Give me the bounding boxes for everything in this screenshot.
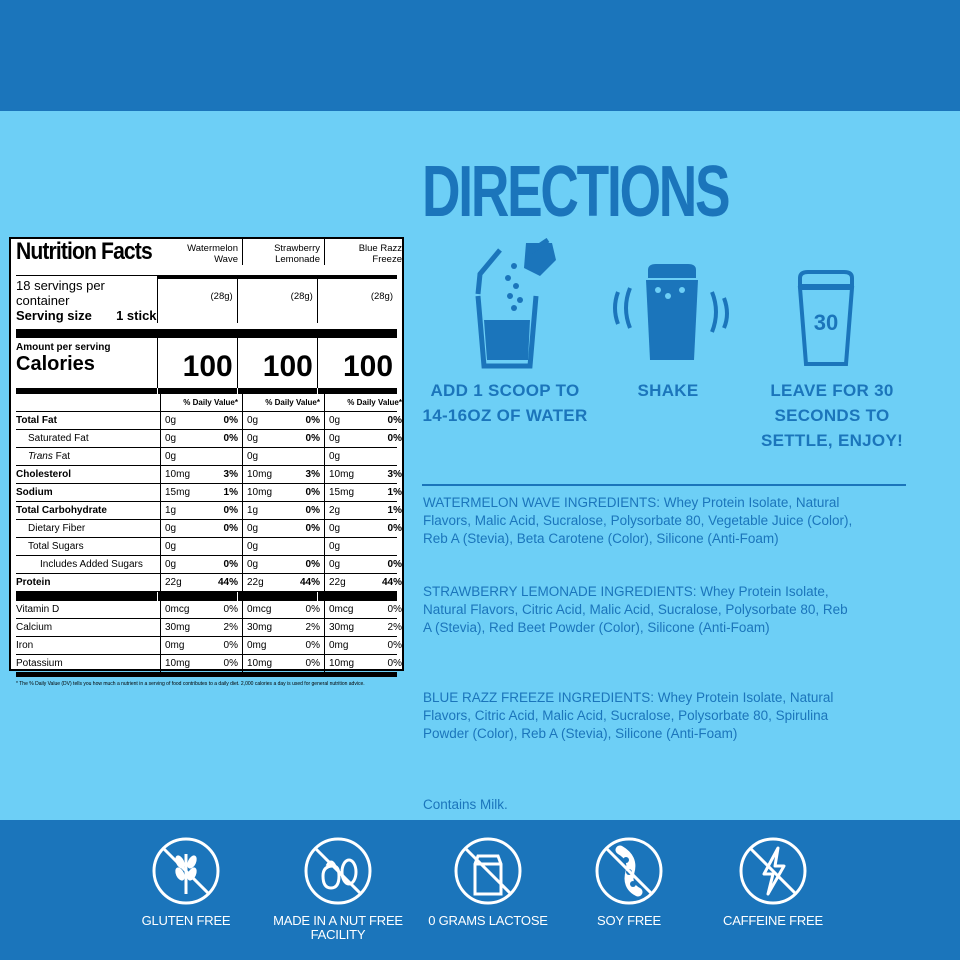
nutrient-daily-value: 0%	[223, 658, 238, 669]
nutrient-cell	[242, 655, 324, 673]
flavor-watermelon: Watermelon Wave	[187, 243, 238, 265]
nutrient-amount: 22g	[165, 577, 182, 588]
nutrient-amount: 10mg	[247, 469, 273, 480]
nutrient-cell	[242, 412, 324, 430]
divider-thick	[16, 329, 397, 338]
nutrient-daily-value: 0%	[305, 604, 320, 615]
flavor-strawberry: Strawberry Lemonade	[242, 239, 324, 265]
nutrient-cell	[242, 520, 324, 538]
serving-grams: (28g)	[290, 291, 313, 302]
nutrition-facts-title: Nutrition Facts	[16, 238, 152, 265]
nutrient-cell	[324, 412, 406, 430]
timer-number: 30	[813, 310, 839, 335]
nutrient-daily-value: 2%	[387, 622, 402, 633]
nutrient-cell	[160, 538, 242, 556]
nutrient-daily-value: 0%	[387, 559, 402, 570]
nutrient-amount: 0g	[165, 433, 177, 444]
nutrient-label: Trans Fat	[28, 451, 71, 462]
badge-soy-free	[559, 836, 699, 928]
nutrient-cell	[324, 430, 406, 448]
nut-crossed-icon	[303, 836, 373, 906]
wheat-crossed-icon	[151, 836, 221, 906]
nutrient-rows	[16, 412, 402, 592]
nutrient-daily-value: 1%	[387, 505, 402, 516]
nutrient-daily-value: 44%	[381, 577, 402, 588]
nutrient-daily-value: 0%	[305, 433, 320, 444]
nutrient-daily-value: 1%	[387, 487, 402, 498]
nutrient-cell	[242, 619, 324, 637]
badge-label: SOY FREE	[597, 913, 661, 928]
nutrient-label: Saturated Fat	[28, 433, 89, 444]
nutrient-row	[16, 448, 397, 466]
lightning-crossed-icon	[738, 836, 808, 906]
nutrient-daily-value: 0%	[305, 505, 320, 516]
nutrient-daily-value: 0%	[223, 640, 238, 651]
nutrient-amount: 10mg	[329, 469, 355, 480]
nutrient-label: Total Sugars	[28, 541, 84, 552]
nutrient-cell	[160, 574, 242, 592]
nutrient-amount: 10mg	[247, 487, 273, 498]
nutrient-daily-value: 0%	[305, 640, 320, 651]
nutrient-cell	[324, 556, 406, 574]
nutrient-row	[16, 601, 402, 619]
nutrient-amount: 0g	[247, 541, 259, 552]
nutrient-amount: 22g	[247, 577, 264, 588]
nutrient-amount: 1g	[247, 505, 259, 516]
nutrient-amount: 15mg	[329, 487, 355, 498]
nutrient-amount: 30mg	[247, 622, 273, 633]
nutrient-cell	[160, 637, 242, 655]
nutrient-cell	[242, 601, 324, 619]
nutrient-row	[16, 466, 402, 484]
blue-razz-ingredients: BLUE RAZZ FREEZE INGREDIENTS: Whey Protein Isolate, Natural Flavors, Citric Acid, Malic Acid, Sucralose, Polysorbate 80, Spirulina Powder (Color), Reb A (Stevia), Silicone (Anti-Foam)	[423, 690, 834, 741]
nutrient-amount: 15mg	[165, 487, 191, 498]
badge-label: 0 GRAMS LACTOSE	[428, 913, 548, 928]
nutrient-amount: 0mcg	[329, 604, 354, 615]
nutrient-row	[16, 556, 402, 574]
nutrient-amount: 10mg	[165, 658, 191, 669]
nutrient-daily-value: 44%	[299, 577, 320, 588]
nutrient-label: Protein	[16, 577, 51, 588]
daily-value-header-row: % Daily Value* % Daily Value* % Daily Value*	[16, 394, 397, 412]
nutrient-cell	[324, 448, 406, 466]
nutrient-daily-value: 0%	[387, 523, 402, 534]
step-label-shake: SHAKE	[637, 381, 699, 400]
nutrient-amount: 0g	[329, 541, 341, 552]
nutrient-amount: 0g	[165, 541, 177, 552]
nutrient-amount: 10mg	[165, 469, 191, 480]
strawberry-ingredients: STRAWBERRY LEMONADE INGREDIENTS: Whey Protein Isolate, Natural Flavors, Citric Acid, Malic Acid, Sucralose, Polysorbate 80, Reb A (Stevia), Red Beet Powder (Color), Silicone (Anti-Foam)	[423, 584, 848, 635]
nutrient-label: Iron	[16, 640, 34, 651]
nutrient-cell	[242, 574, 324, 592]
nutrient-cell	[160, 502, 242, 520]
nutrient-amount: 0g	[165, 559, 177, 570]
daily-value-footnote: * The % Daily Value (DV) tells you how much a nutrient in a serving of food contributes to a daily diet. 2,000 calories a day is used for general nutrition advice.	[16, 681, 365, 687]
nutrient-amount: 0g	[165, 415, 177, 426]
nutrient-amount: 0g	[329, 523, 341, 534]
nutrient-amount: 30mg	[165, 622, 191, 633]
timer-cup-icon	[796, 268, 856, 373]
nutrient-amount: 22g	[329, 577, 346, 588]
scoop-into-cup-icon	[470, 238, 560, 375]
calories-value: 100	[342, 350, 394, 383]
nutrient-daily-value: 0%	[305, 658, 320, 669]
nutrient-amount: 0mg	[247, 640, 267, 651]
nutrient-daily-value: 3%	[387, 469, 402, 480]
nutrient-daily-value: 0%	[223, 433, 238, 444]
nutrient-cell	[324, 520, 406, 538]
nutrient-daily-value: 0%	[305, 523, 320, 534]
step-label-add-scoop: ADD 1 SCOOP TO 14-16OZ OF WATER	[422, 381, 588, 425]
nutrient-cell	[324, 466, 406, 484]
nutrient-amount: 10mg	[247, 658, 273, 669]
nutrient-cell	[242, 430, 324, 448]
nutrient-amount: 2g	[329, 505, 341, 516]
nutrient-amount: 0g	[247, 523, 259, 534]
nutrient-amount: 0mcg	[247, 604, 272, 615]
nutrient-amount: 1g	[165, 505, 177, 516]
step-label-leave: LEAVE FOR 30 SECONDS TO SETTLE, ENJOY!	[760, 381, 904, 450]
nutrient-daily-value: 0%	[387, 415, 402, 426]
badge-gluten-free	[116, 836, 256, 928]
serving-size: Serving size 1 stick	[16, 308, 157, 323]
nutrient-daily-value: 2%	[223, 622, 238, 633]
nutrient-label: Includes Added Sugars	[40, 559, 143, 570]
nutrient-amount: 0g	[329, 451, 341, 462]
allergen-statement: Contains Milk.	[423, 797, 508, 812]
nutrient-amount: 10mg	[329, 658, 355, 669]
nutrient-label: Total Fat	[16, 415, 57, 426]
nutrient-daily-value: 3%	[223, 469, 238, 480]
calories-value: 100	[182, 350, 233, 383]
nutrient-cell	[324, 574, 406, 592]
nutrient-cell	[160, 430, 242, 448]
nutrient-row	[16, 520, 402, 538]
nutrient-daily-value: 0%	[223, 604, 238, 615]
nutrient-daily-value: 0%	[305, 415, 320, 426]
nutrient-cell	[160, 520, 242, 538]
serving-grams: (28g)	[210, 291, 233, 302]
serving-grams: (28g)	[370, 291, 394, 302]
nutrient-cell	[160, 484, 242, 502]
nutrient-cell	[160, 556, 242, 574]
nutrient-cell	[160, 412, 242, 430]
nutrient-cell	[160, 619, 242, 637]
nutrient-cell	[324, 484, 406, 502]
calories-value: 100	[262, 350, 313, 383]
nutrient-row	[16, 538, 397, 556]
nutrient-cell	[324, 502, 406, 520]
soybean-crossed-icon	[594, 836, 664, 906]
nutrient-cell	[242, 484, 324, 502]
nutrient-amount: 0g	[247, 433, 259, 444]
nutrient-cell	[324, 655, 406, 673]
nutrient-daily-value: 0%	[223, 559, 238, 570]
nutrient-cell	[160, 448, 242, 466]
section-divider	[422, 484, 906, 486]
nutrient-cell	[160, 601, 242, 619]
nutrient-cell	[324, 637, 406, 655]
nutrition-header-row	[16, 238, 402, 275]
nutrient-row	[16, 619, 402, 637]
nutrient-daily-value: 0%	[387, 640, 402, 651]
nutrient-cell	[242, 466, 324, 484]
nutrient-daily-value: 1%	[223, 487, 238, 498]
nutrient-daily-value: 0%	[223, 505, 238, 516]
nutrient-cell	[242, 556, 324, 574]
nutrient-row	[16, 574, 402, 592]
nutrient-cell	[324, 619, 406, 637]
nutrient-daily-value: 0%	[305, 559, 320, 570]
nutrient-cell	[242, 448, 324, 466]
nutrient-label: Potassium	[16, 658, 63, 669]
nutrient-row	[16, 430, 402, 448]
nutrient-amount: 0g	[247, 415, 259, 426]
nutrient-cell	[324, 538, 406, 556]
shaker-icon	[612, 262, 730, 367]
nutrient-label: Vitamin D	[16, 604, 60, 615]
nutrient-cell	[242, 538, 324, 556]
calories-label: Calories	[16, 353, 95, 375]
nutrient-row	[16, 637, 402, 655]
nutrient-cell	[242, 502, 324, 520]
badge-label: GLUTEN FREE	[141, 913, 231, 928]
nutrient-amount: 0g	[329, 433, 341, 444]
nutrient-label: Total Carbohydrate	[16, 505, 107, 516]
nutrient-amount: 0mg	[329, 640, 349, 651]
nutrient-amount: 30mg	[329, 622, 355, 633]
nutrition-facts-panel	[9, 237, 404, 687]
top-banner	[0, 0, 960, 111]
nutrient-row	[16, 655, 402, 673]
amount-per-serving: Amount per serving	[16, 342, 111, 353]
nutrient-label: Dietary Fiber	[28, 523, 86, 534]
nutrient-amount: 0mcg	[165, 604, 190, 615]
badge-label: MADE IN A NUT FREE FACILITY	[273, 913, 403, 942]
nutrient-cell	[242, 637, 324, 655]
nutrient-daily-value: 0%	[387, 658, 402, 669]
nutrient-cell	[160, 655, 242, 673]
nutrient-amount: 0g	[247, 451, 259, 462]
watermelon-ingredients: WATERMELON WAVE INGREDIENTS: Whey Protein Isolate, Natural Flavors, Malic Acid, Sucralose, Polysorbate 80, Vegetable Juice (Color), Reb A (Stevia), Beta Carotene (Color), Silicone (Anti-Foam)	[423, 495, 853, 546]
nutrient-cell	[324, 601, 406, 619]
nutrient-daily-value: 0%	[305, 487, 320, 498]
nutrient-amount: 0g	[329, 559, 341, 570]
nutrient-label: Cholesterol	[16, 469, 72, 480]
flavor-blue-razz: Blue Razz Freeze	[324, 239, 406, 265]
servings-per-container: 18 servings per container	[16, 278, 105, 308]
nutrient-amount: 0mg	[165, 640, 185, 651]
nutrient-daily-value: 44%	[217, 577, 238, 588]
directions-title: DIRECTIONS	[422, 152, 729, 232]
badge-lactose	[418, 836, 558, 928]
nutrient-daily-value: 2%	[305, 622, 320, 633]
nutrient-amount: 0g	[329, 415, 341, 426]
badge-nut-free	[268, 836, 408, 942]
nutrient-daily-value: 0%	[387, 604, 402, 615]
nutrient-amount: 0g	[247, 559, 259, 570]
nutrient-amount: 0g	[165, 451, 177, 462]
nutrient-row	[16, 502, 402, 520]
badge-caffeine-free	[703, 836, 843, 928]
badge-label: CAFFEINE FREE	[723, 913, 823, 928]
milk-carton-crossed-icon	[453, 836, 523, 906]
nutrient-daily-value: 0%	[387, 433, 402, 444]
nutrient-label: Sodium	[16, 487, 53, 498]
nutrient-label: Calcium	[16, 622, 53, 633]
nutrient-cell	[160, 466, 242, 484]
nutrient-daily-value: 0%	[223, 523, 238, 534]
nutrient-row	[16, 484, 402, 502]
nutrient-row	[16, 412, 402, 430]
nutrient-amount: 0g	[165, 523, 177, 534]
nutrient-daily-value: 0%	[223, 415, 238, 426]
nutrient-daily-value: 3%	[305, 469, 320, 480]
vitamin-rows	[16, 601, 402, 673]
